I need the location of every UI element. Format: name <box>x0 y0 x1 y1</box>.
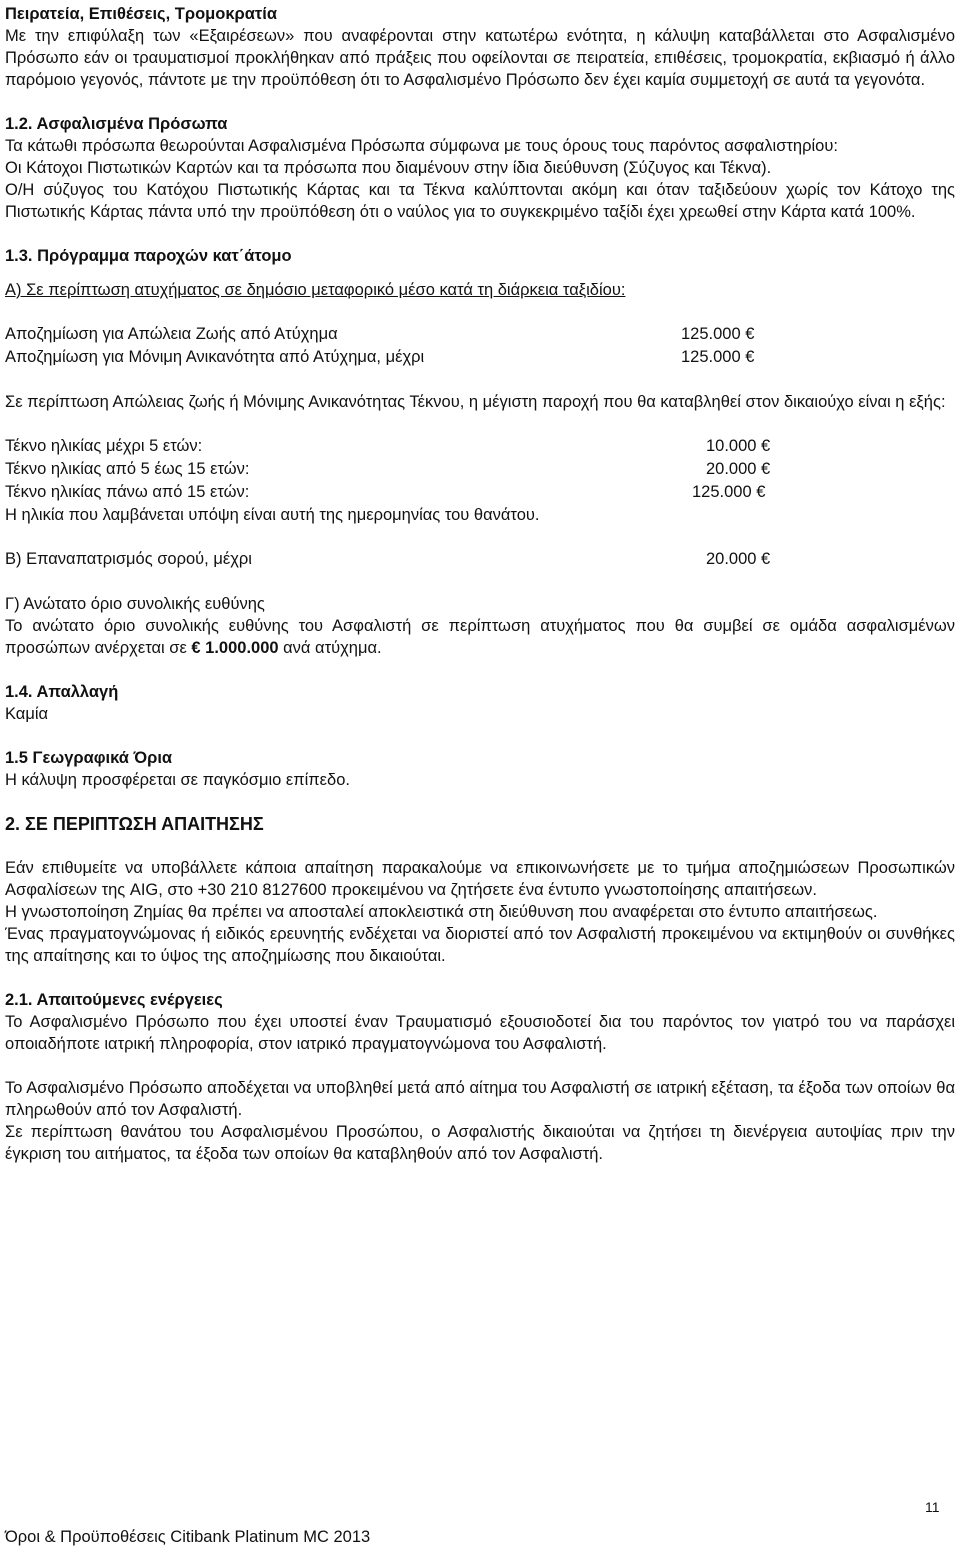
repatriation-row <box>5 548 955 571</box>
section-2-1-paragraph: Το Ασφαλισμένο Πρόσωπο αποδέχεται να υποβληθεί μετά από αίτημα του Ασφαλιστή σε ιατρική εξέταση, τα έξοδα των οποίων θα πληρωθούν από τον Ασφαλιστή. <box>5 1079 955 1119</box>
child-benefit-row <box>5 458 955 481</box>
child-benefit-row <box>5 435 955 458</box>
spacer <box>5 791 955 813</box>
spacer <box>5 526 955 548</box>
section-1-5-title: 1.5 Γεωγραφικά Όρια <box>5 749 173 767</box>
page-footer: Όροι & Προϋποθέσεις Citibank Platinum MC 2013 <box>5 1528 371 1546</box>
benefit-amount: 125.000 € <box>681 348 755 366</box>
spacer <box>5 725 955 747</box>
liability-text <box>5 615 955 659</box>
section-1-4-body: Καμία <box>5 705 49 723</box>
page-number: 11 <box>925 1499 940 1515</box>
benefit-a-heading: Α) Σε περίπτωση ατυχήματος σε δημόσιο μεταφορικό μέσο κατά τη διάρκεια ταξιδίου: <box>5 281 626 299</box>
child-benefit-label: Τέκνο ηλικίας πάνω από 15 ετών: <box>5 483 250 501</box>
section-1-4-title: 1.4. Απαλλαγή <box>5 683 119 701</box>
spacer <box>5 223 955 245</box>
child-benefit-intro: Σε περίπτωση Απώλειας ζωής ή Μόνιμης Ανικανότητας Τέκνου, η μέγιστη παροχή που θα καταβληθεί στον δικαιούχο είναι η εξής: <box>5 393 946 411</box>
benefit-row <box>5 346 955 369</box>
section-2-paragraph: Εάν επιθυμείτε να υποβάλλετε κάποια απαίτηση παρακαλούμε να επικοινωνήσετε με το τμήμα αποζημιώσεων Προσωπικών Ασφαλίσεων της AIG, στο +30 210 8127600 προκειμένου να ζητήσετε ένα έντυπο γνωστοποίησης απαιτήσεων. <box>5 859 955 899</box>
repatriation-label: Β) Επαναπατρισμός σορού, μέχρι <box>5 550 252 568</box>
benefit-row <box>5 323 955 346</box>
benefit-label: Αποζημίωση για Μόνιμη Ανικανότητα από Ατύχημα, μέχρι <box>5 348 425 366</box>
spacer <box>5 267 955 279</box>
spacer <box>5 91 955 113</box>
liability-amount: € 1.000.000 <box>191 639 279 657</box>
spacer <box>5 571 955 593</box>
section-1-5-body: Η κάλυψη προσφέρεται σε παγκόσμιο επίπεδο. <box>5 771 350 789</box>
benefit-amount: 125.000 € <box>681 325 755 343</box>
child-age-note: Η ηλικία που λαμβάνεται υπόψη είναι αυτή της ημερομηνίας του θανάτου. <box>5 506 540 524</box>
section-2-1-title: 2.1. Απαιτούμενες ενέργειες <box>5 991 223 1009</box>
child-benefit-label: Τέκνο ηλικίας μέχρι 5 ετών: <box>5 437 203 455</box>
liability-text-post: ανά ατύχημα. <box>278 639 382 657</box>
spacer <box>5 967 955 989</box>
benefit-label: Αποζημίωση για Απώλεια Ζωής από Ατύχημα <box>5 325 338 343</box>
spacer <box>5 369 955 391</box>
spacer <box>5 659 955 681</box>
section-2-1-paragraph: Το Ασφαλισμένο Πρόσωπο που έχει υποστεί έναν Τραυματισμό εξουσιοδοτεί δια του παρόντος τον γιατρό του να παράσχει οποιαδήποτε ιατρική πληροφορία, στον ιατρικό πραγματογνώμονα του Ασφαλιστή. <box>5 1013 955 1053</box>
spacer <box>5 301 955 323</box>
section-2-title: 2. ΣΕ ΠΕΡΙΠΤΩΣΗ ΑΠΑΙΤΗΣΗΣ <box>5 814 264 834</box>
spacer <box>5 835 955 857</box>
section-1-2-paragraph: Οι Κάτοχοι Πιστωτικών Καρτών και τα πρόσωπα που διαμένουν στην ίδια διεύθυνση (Σύζυγος και Τέκνα). <box>5 159 772 177</box>
section-2-paragraph: Η γνωστοποίηση Ζημίας θα πρέπει να αποσταλεί αποκλειστικά στη διεύθυνση που αναφέρεται στο έντυπο απαιτήσεως. <box>5 903 878 921</box>
liability-text-pre: Το ανώτατο όριο συνολικής ευθύνης του Ασφαλιστή σε περίπτωση ατυχήματος που θα συμβεί σε ομάδα ασφαλισμένων προσώπων ανέρχεται σε <box>5 617 955 657</box>
section-1-2-title: 1.2. Ασφαλισμένα Πρόσωπα <box>5 115 228 133</box>
child-benefit-row <box>5 481 955 504</box>
section-1-2-paragraph: Ο/Η σύζυγος του Κατόχου Πιστωτικής Κάρτας και τα Τέκνα καλύπτονται ακόμη και όταν ταξιδεύουν χωρίς τον Κάτοχο της Πιστωτικής Κάρτας πάντα υπό την προϋπόθεση ότι ο ναύλος για το συγκεκριμένο ταξίδι έχει χρεωθεί στην Κάρτα κατά 100%. <box>5 181 955 221</box>
child-benefit-amount: 10.000 € <box>706 437 771 455</box>
liability-heading: Γ) Ανώτατο όριο συνολικής ευθύνης <box>5 595 265 613</box>
section-piracy-title: Πειρατεία, Επιθέσεις, Τρομοκρατία <box>5 5 277 23</box>
section-1-2-paragraph: Τα κάτωθι πρόσωπα θεωρούνται Ασφαλισμένα Πρόσωπα σύμφωνα με τους όρους τους παρόντος ασφαλιστηρίου: <box>5 137 838 155</box>
section-1-3-title: 1.3. Πρόγραμμα παροχών κατ΄άτομο <box>5 247 292 265</box>
section-2-1-paragraph: Σε περίπτωση θανάτου του Ασφαλισμένου Προσώπου, ο Ασφαλιστής δικαιούται να ζητήσει τη διενέργεια αυτοψίας πριν την έγκριση του αιτήματος, τα έξοδα των οποίων θα καταβληθούν από τον Ασφαλιστή. <box>5 1123 955 1163</box>
section-2-paragraph: Ένας πραγματογνώμονας ή ειδικός ερευνητής ενδέχεται να διοριστεί από τον Ασφαλιστή προκειμένου να εκτιμηθούν οι συνθήκες της απαίτησης και το ύψος της αποζημίωσης που δικαιούται. <box>5 925 955 965</box>
child-benefit-amount: 125.000 € <box>692 483 766 501</box>
spacer <box>5 1055 955 1077</box>
child-benefit-label: Τέκνο ηλικίας από 5 έως 15 ετών: <box>5 460 250 478</box>
document-page <box>5 3 955 1165</box>
spacer <box>5 413 955 435</box>
repatriation-amount: 20.000 € <box>706 550 771 568</box>
section-piracy-body: Με την επιφύλαξη των «Εξαιρέσεων» που αναφέρονται στην κατωτέρω ενότητα, η κάλυψη καταβάλλεται στο Ασφαλισμένο Πρόσωπο εάν οι τραυματισμοί προκλήθηκαν από πράξεις που οφείλονται σε πειρατεία, επιθέσεις, τρομοκρατία, εκβιασμό ή άλλο παρόμοιο γεγονός, πάντοτε με την προϋπόθεση ότι το Ασφαλισμένο Πρόσωπο δεν έχει καμία συμμετοχή σε αυτά τα γεγονότα. <box>5 27 955 89</box>
child-benefit-amount: 20.000 € <box>706 460 771 478</box>
